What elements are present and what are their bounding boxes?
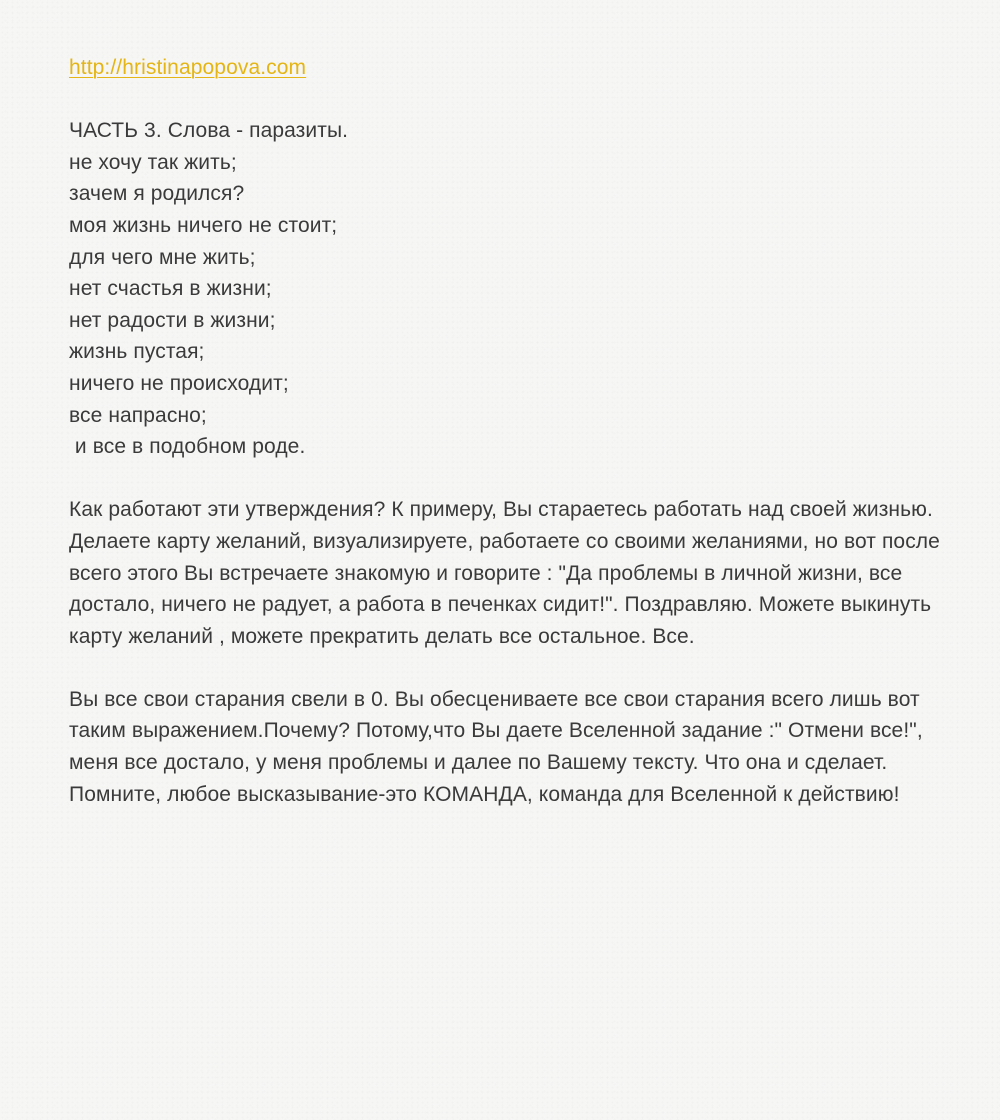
- section-heading: ЧАСТЬ 3. Слова - паразиты.: [69, 119, 349, 143]
- blank-line: [69, 84, 949, 116]
- paragraph-explanation: Как работают эти утверждения? К примеру, Вы стараетесь работать над своей жизнью. Делаете карту желаний, визуализируете, работаете со своими желаниями, но вот после всего этого Вы встречаете знакомую и говорите : "Да проблемы в личной жизни, все достало, ничего не радует, а работа в печенках сидит!". Поздравляю. Можете выкинуть карту желаний , можете прекратить делать все остальное. Все.: [69, 498, 940, 648]
- phrase-line: нет счастья в жизни;: [69, 277, 272, 301]
- phrase-line: жизнь пустая;: [69, 340, 205, 364]
- phrase-line: зачем я родился?: [69, 182, 245, 206]
- blank-line: [69, 463, 949, 495]
- phrase-line: нет радости в жизни;: [69, 308, 276, 332]
- phrase-line: моя жизнь ничего не стоит;: [69, 213, 338, 237]
- phrase-line: ничего не происходит;: [69, 371, 289, 395]
- blank-line: [69, 652, 949, 684]
- paragraph-conclusion: Вы все свои старания свели в 0. Вы обесцениваете все свои старания всего лишь вот таким выражением.Почему? Потому,что Вы даете Вселенной задание :" Отмени все!", меня все достало, у меня проблемы и далее по Вашему тексту. Что она и сделает. Помните, любое высказывание-это КОМАНДА, команда для Вселенной к действию!: [69, 687, 923, 806]
- note-content: [69, 52, 949, 810]
- phrase-line: для чего мне жить;: [69, 245, 256, 269]
- phrase-line: и все в подобном роде.: [69, 435, 306, 459]
- phrase-line: все напрасно;: [69, 403, 207, 427]
- phrase-line: не хочу так жить;: [69, 150, 237, 174]
- website-link[interactable]: http://hristinapopova.com: [69, 56, 307, 79]
